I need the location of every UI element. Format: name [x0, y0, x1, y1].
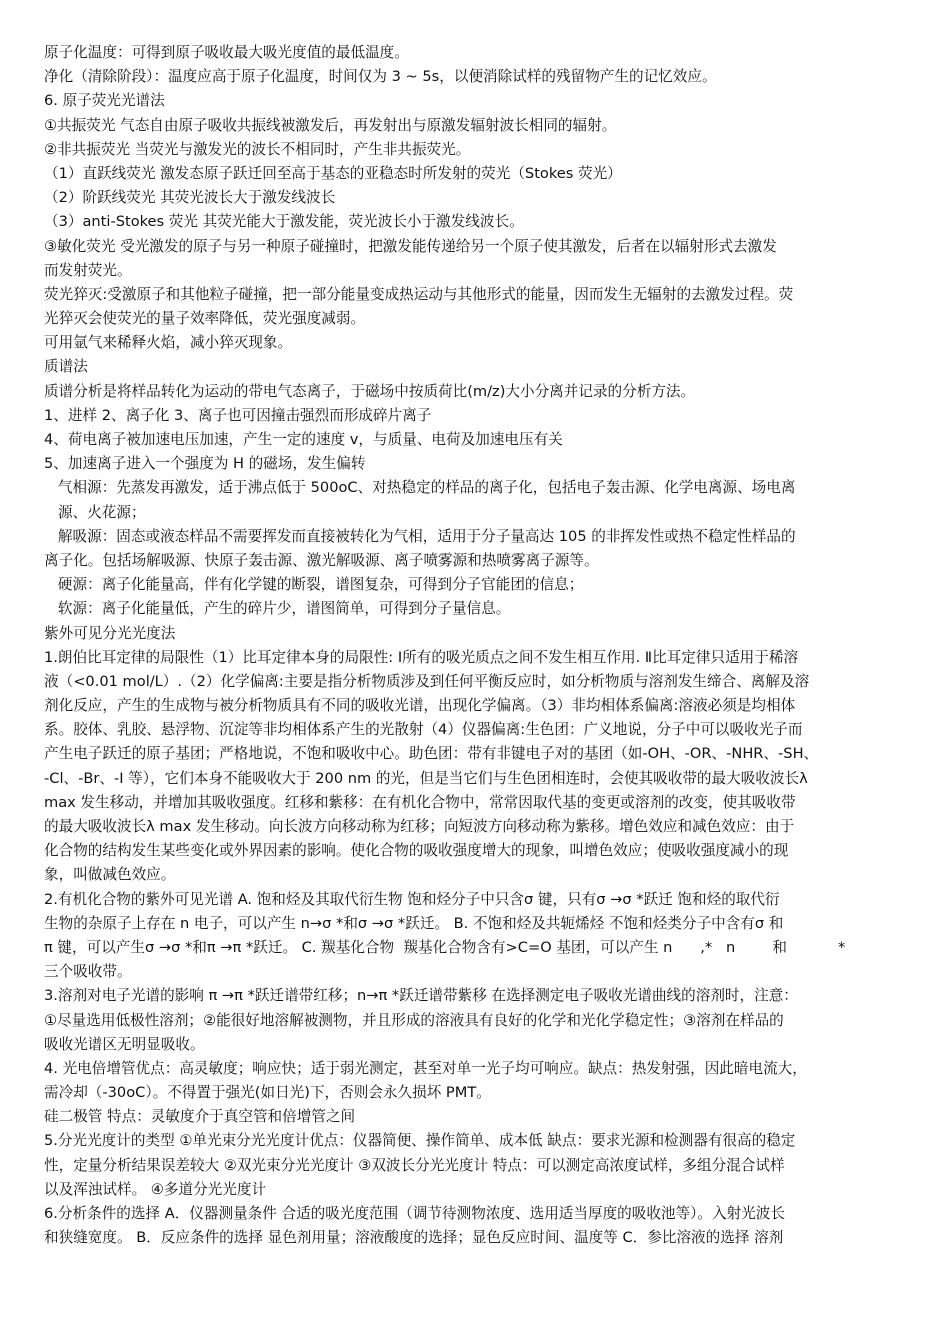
text-line: 生物的杂原子上存在 n 电子，可以产生 n→σ *和σ →σ *跃迁。 B. 不饱和烃及共轭烯烃 不饱和烃类分子中含有σ 和	[44, 914, 784, 932]
text-line: 剂化反应，产生的生成物与被分析物质具有不同的吸收光谱，出现化学偏离。（3）非均相体系偏离:溶液必须是均相体	[44, 697, 796, 715]
text-line: 6.分析条件的选择 A．仪器测量条件 合适的吸光度范围（调节待测物浓度、选用适当厚度的吸收池等）。入射光波长	[44, 1205, 785, 1222]
text-line: 吸收光谱区无明显吸收。	[44, 1035, 205, 1053]
section-heading: 6. 原子荧光光谱法	[44, 92, 165, 110]
text-line: 净化（清除阶段）：温度应高于原子化温度，时间仅为 3 ~ 5s，以便消除试样的残留物产生的记忆效应。	[44, 68, 717, 86]
text-line: 4. 光电倍增管优点：高灵敏度；响应快；适于弱光测定，甚至对单一光子均可响应。缺点：热发射强，因此暗电流大，	[44, 1059, 807, 1077]
text-line: 性，定量分析结果误差较大 ②双光束分光光度计 ③双波长分光光度计 特点：可以测定高浓度试样，多组分混合试样	[44, 1156, 785, 1174]
text-line: 三个吸收带。	[44, 963, 132, 981]
text-line: 1、进样 2、离子化 3、离子也可因撞击强烈而形成碎片离子	[44, 406, 432, 424]
text-line: 系。胶体、乳胶、悬浮物、沉淀等非均相体系产生的光散射（4）仪器偏离:生色团：广义地说，分子中可以吸收光子而	[44, 721, 803, 739]
text-line: 质谱分析是将样品转化为运动的带电气态离子，于磁场中按质荷比(m/z)大小分离并记录的分析方法。	[44, 382, 696, 400]
text-line: 化合物的结构发生某些变化或外界因素的影响。使化合物的吸收强度增大的现象，叫增色效应；使吸收强度减小的现	[44, 842, 789, 860]
text-line: 2.有机化合物的紫外可见光谱 A. 饱和烃及其取代衍生物 饱和烃分子中只含σ 键，只有σ →σ *跃迁 饱和烃的取代衍	[44, 890, 780, 908]
text-line: 源、火花源；	[58, 503, 146, 521]
text-line: ①共振荧光 气态自由原子吸收共振线被激发后，再发射出与原激发辐射波长相同的辐射。	[44, 116, 617, 134]
text-line: 硬源：离子化能量高，伴有化学键的断裂，谱图复杂，可得到分子官能团的信息；	[44, 576, 584, 594]
text-line: 和狭缝宽度。 B．反应条件的选择 显色剂用量；溶液酸度的选择；显色反应时间、温度等 C．参比溶液的选择 溶剂	[44, 1229, 784, 1247]
text-line: 荧光猝灭:受激原子和其他粒子碰撞，把一部分能量变成热运动与其他形式的能量，因而发生无辐射的去激发过程。荧	[44, 285, 794, 303]
text-line: 4、荷电离子被加速电压加速，产生一定的速度 v，与质量、电荷及加速电压有关	[44, 431, 563, 448]
section-heading: 质谱法	[44, 358, 88, 376]
text-line: 以及浑浊试样。 ④多道分光光度计	[44, 1180, 267, 1198]
text-line: 气相源：先蒸发再激发，适于沸点低于 500oC、对热稳定的样品的离子化，包括电子轰击源、化学电离源、场电离	[44, 479, 796, 497]
text-line: ①尽量选用低极性溶剂；②能很好地溶解被测物，并且形成的溶液具有良好的化学和光化学稳定性；③溶剂在样品的	[44, 1011, 784, 1029]
text-line: 而发射荧光。	[44, 261, 132, 279]
text-line: （2）阶跃线荧光 其荧光波长大于激发线波长	[44, 189, 336, 207]
text-line: 硅二极管 特点：灵敏度介于真空管和倍增管之间	[44, 1108, 356, 1126]
text-line	[44, 1250, 912, 1274]
text-line: 离子化。包括场解吸源、快原子轰击源、激光解吸源、离子喷雾源和热喷雾离子源等。	[44, 551, 599, 569]
text-line: 的最大吸收波长λ max 发生移动。向长波方向移动称为红移；向短波方向移动称为紫移。增色效应和减色效应：由于	[44, 818, 795, 835]
text-line: 3.溶剂对电子光谱的影响 π →π *跃迁谱带红移；n→π *跃迁谱带紫移 在选择测定电子吸收光谱曲线的溶剂时，注意：	[44, 987, 798, 1005]
text-line: 软源：离子化能量低，产生的碎片少，谱图简单，可得到分子量信息。	[44, 600, 511, 618]
text-line: 原子化温度：可得到原子吸收最大吸光度值的最低温度。	[44, 44, 409, 61]
text-line: （1）直跃线荧光 激发态原子跃迁回至高于基态的亚稳态时所发射的荧光（Stokes 荧光）	[44, 164, 622, 182]
text-line: ②非共振荧光 当荧光与激发光的波长不相同时，产生非共振荧光。	[44, 140, 471, 158]
text-line: 1.朗伯比耳定律的局限性（1）比耳定律本身的局限性: Ⅰ所有的吸光质点之间不发生相互作用. Ⅱ比耳定律只适用于稀溶	[44, 648, 799, 666]
text-line: 需冷却（-30oC）。不得置于强光(如日光)下，否则会永久损坏 PMT。	[44, 1084, 491, 1102]
section-heading: 紫外可见分光光度法	[44, 624, 176, 642]
text-line: （3）anti-Stokes 荧光 其荧光能大于激发能，荧光波长小于激发线波长。	[44, 213, 524, 231]
text-line: 解吸源：固态或液态样品不需要挥发而直接被转化为气相，适用于分子量高达 105 的非挥发性或热不稳定性样品的	[44, 527, 796, 545]
text-line: 5.分光光度计的类型 ①单光束分光光度计优点：仪器简便、操作简单、成本低 缺点：要求光源和检测器有很高的稳定	[44, 1132, 796, 1150]
document-page	[44, 41, 912, 1275]
text-line: 液（<0.01 mol/L）.（2）化学偏离:主要是指分析物质涉及到任何平衡反应时，如分析物质与溶剂发生缔合、离解及溶	[44, 672, 810, 690]
text-line: 产生电子跃迁的原子基团；严格地说，不饱和吸收中心。助色团：带有非键电子对的基团（如-OH、-OR、-NHR、-SH、	[44, 745, 819, 763]
text-line: 可用氩气来稀释火焰，减小猝灭现象。	[44, 334, 293, 352]
text-line: -Cl、-Br、-I 等），它们本身不能吸收大于 200 nm 的光，但是当它们与生色团相连时，会使其吸收带的最大吸收波长λ	[44, 769, 808, 787]
text-line: 光猝灭会使荧光的量子效率降低，荧光强度减弱。	[44, 310, 366, 328]
text-line: π 键，可以产生σ →σ *和π →π *跃迁。 C. 羰基化合物 羰基化合物含有>C=O 基团，可以产生 n ,* n 和 *	[44, 938, 846, 956]
text-line: max 发生移动，并增加其吸收强度。红移和紫移：在有机化合物中，常常因取代基的变更或溶剂的改变，使其吸收带	[44, 793, 796, 811]
text-line: 象，叫做减色效应。	[44, 866, 176, 884]
text-line: ③敏化荧光 受光激发的原子与另一种原子碰撞时，把激发能传递给另一个原子使其激发，后者在以辐射形式去激发	[44, 237, 777, 255]
text-line: 5、加速离子进入一个强度为 H 的磁场，发生偏转	[44, 455, 366, 473]
